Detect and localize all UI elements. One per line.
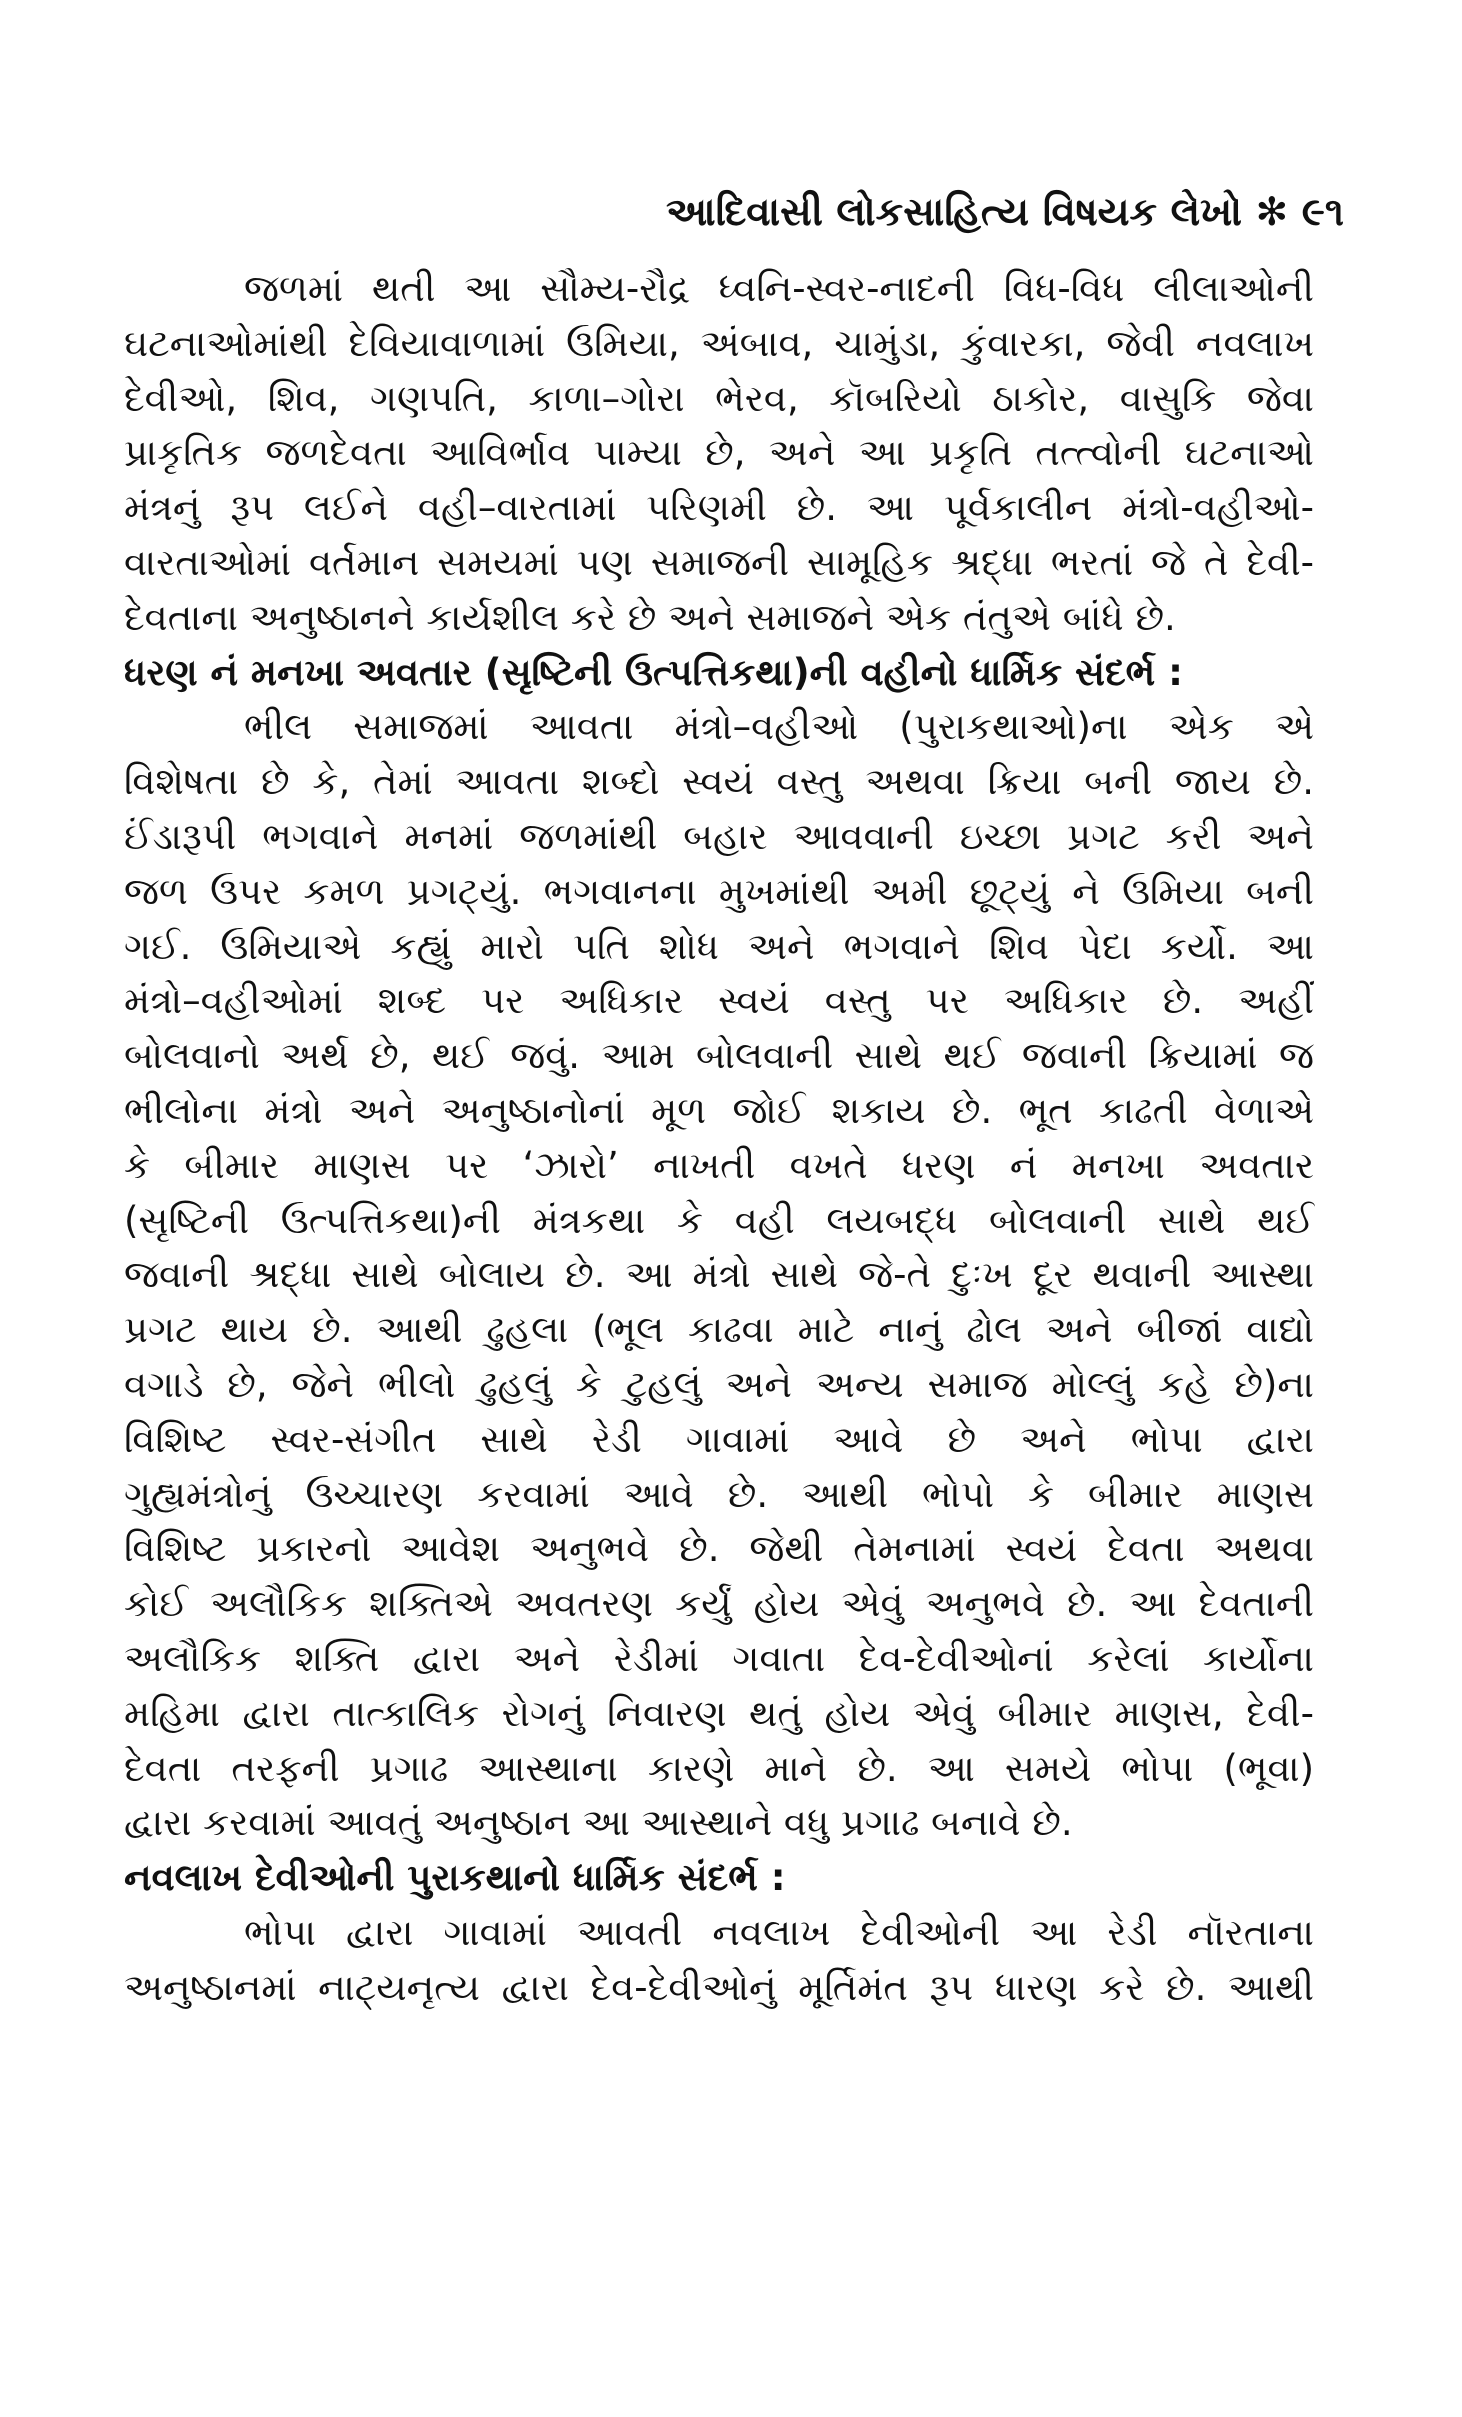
text-line: મંત્રો–વહીઓમાં શબ્દ પર અધિકાર સ્વયં વસ્તુ પર અધિકાર છે. અહીં (124, 979, 1314, 1023)
running-header: આદિવાસી લોકસાહિત્ય વિષયક લેખો ✻ ૯૧ (666, 190, 1344, 235)
text-line: દ્વારા કરવામાં આવતું અનુષ્ઠાન આ આસ્થાને વધુ પ્રગાઢ બનાવે છે. (124, 1801, 1073, 1845)
text-line: વિશેષતા છે કે, તેમાં આવતા શબ્દો સ્વયં વસ્તુ અથવા ક્રિયા બની જાય છે. (124, 760, 1314, 804)
text-line: ભીલોના મંત્રો અને અનુષ્ઠાનોનાં મૂળ જોઈ શકાય છે. ભૂત કાઢતી વેળાએ (124, 1088, 1314, 1132)
text-line: ગઈ. ઉમિયાએ કહ્યું મારો પતિ શોધ અને ભગવાને શિવ પેદા કર્યો. આ (124, 924, 1314, 968)
text-line: વગાડે છે, જેને ભીલો ઢુહલું કે ટુહલું અને અન્ય સમાજ મોલ્લું કહે છે)ના (124, 1362, 1314, 1406)
text-line: મહિમા દ્વારા તાત્કાલિક રોગનું નિવારણ થતું હોય એવું બીમાર માણસ, દેવી- (124, 1691, 1314, 1735)
text-line: (સૃષ્ટિની ઉત્પત્તિકથા)ની મંત્રકથા કે વહી લયબદ્ધ બોલવાની સાથે થઈ (124, 1198, 1314, 1242)
text-line: વારતાઓમાં વર્તમાન સમયમાં પણ સમાજની સામૂહિક શ્રદ્ધા ભરતાં જે તે દેવી- (124, 540, 1314, 584)
text-line: દેવતાના અનુષ્ઠાનને કાર્યશીલ કરે છે અને સમાજને એક તંતુએ બાંધે છે. (124, 595, 1176, 639)
text-line: વિશિષ્ટ સ્વર-સંગીત સાથે રેડી ગાવામાં આવે છે અને ભોપા દ્વારા (124, 1417, 1314, 1461)
text-line: જવાની શ્રદ્ધા સાથે બોલાય છે. આ મંત્રો સાથે જે-તે દુઃખ દૂર થવાની આસ્થા (124, 1253, 1314, 1297)
text-line: અલૌકિક શક્તિ દ્વારા અને રેડીમાં ગવાતા દેવ-દેવીઓનાં કરેલાં કાર્યોના (124, 1636, 1314, 1680)
page-body (124, 262, 1314, 2016)
text-line: પ્રગટ થાય છે. આથી ઢુહલા (ભૂલ કાઢવા માટે નાનું ઢોલ અને બીજાં વાદ્યો (124, 1308, 1314, 1352)
text-line: ગુહ્યમંત્રોનું ઉચ્ચારણ કરવામાં આવે છે. આથી ભોપો કે બીમાર માણસ (124, 1472, 1314, 1516)
text-line: વિશિષ્ટ પ્રકારનો આવેશ અનુભવે છે. જેથી તેમનામાં સ્વયં દેવતા અથવા (124, 1527, 1314, 1571)
text-line: જળમાં થતી આ સૌમ્ય-રૌદ્ર ધ્વનિ-સ્વર-નાદની વિધ-વિધ લીલાઓની (244, 267, 1314, 310)
section-heading: નવલાખ દેવીઓની પુરાકથાનો ધાર્મિક સંદર્ભ : (124, 1856, 786, 1900)
text-line: કે બીમાર માણસ પર ‘ઝારો’ નાખતી વખતે ધરણ નં મનખા અવતાર (124, 1143, 1314, 1187)
text-line: કોઈ અલૌકિક શક્તિએ અવતરણ કર્યું હોય એવું અનુભવે છે. આ દેવતાની (124, 1582, 1314, 1626)
text-line: જળ ઉપર કમળ પ્રગટ્યું. ભગવાનના મુખમાંથી અમી છૂટ્યું ને ઉમિયા બની (124, 869, 1314, 913)
section-heading: ધરણ નં મનખા અવતાર (સૃષ્ટિની ઉત્પત્તિકથા)ની વહીનો ધાર્મિક સંદર્ભ : (124, 650, 1183, 694)
text-line: ભીલ સમાજમાં આવતા મંત્રો–વહીઓ (પુરાકથાઓ)ના એક એ (244, 705, 1314, 749)
text-line: મંત્રનું રૂપ લઈને વહી–વારતામાં પરિણમી છે. આ પૂર્વકાલીન મંત્રો-વહીઓ- (124, 486, 1314, 530)
text-line: પ્રાકૃતિક જળદેવતા આવિર્ભાવ પામ્યા છે, અને આ પ્રકૃતિ તત્ત્વોની ઘટનાઓ (124, 431, 1314, 475)
text-line: અનુષ્ઠાનમાં નાટ્યનૃત્ય દ્વારા દેવ-દેવીઓનું મૂર્તિમંત રૂપ ધારણ કરે છે. આથી (124, 1965, 1314, 2009)
text-line: દેવીઓ, શિવ, ગણપતિ, કાળા–ગોરા ભેરવ, કૉબરિયો ઠાકોર, વાસુકિ જેવા (124, 376, 1314, 420)
text-line: બોલવાનો અર્થ છે, થઈ જવું. આમ બોલવાની સાથે થઈ જવાની ક્રિયામાં જ (124, 1034, 1314, 1078)
text-line: દેવતા તરફની પ્રગાઢ આસ્થાના કારણે માને છે. આ સમયે ભોપા (ભૂવા) (124, 1746, 1314, 1790)
text-line: ઘટનાઓમાંથી દેવિયાવાળામાં ઉમિયા, અંબાવ, ચામુંડા, કુંવારકા, જેવી નવલાખ (124, 321, 1314, 365)
text-line: ભોપા દ્વારા ગાવામાં આવતી નવલાખ દેવીઓની આ રેડી નૉરતાના (244, 1910, 1314, 1954)
text-line: ઈંડારૂપી ભગવાને મનમાં જળમાંથી બહાર આવવાની ઇચ્છા પ્રગટ કરી અને (124, 814, 1314, 858)
